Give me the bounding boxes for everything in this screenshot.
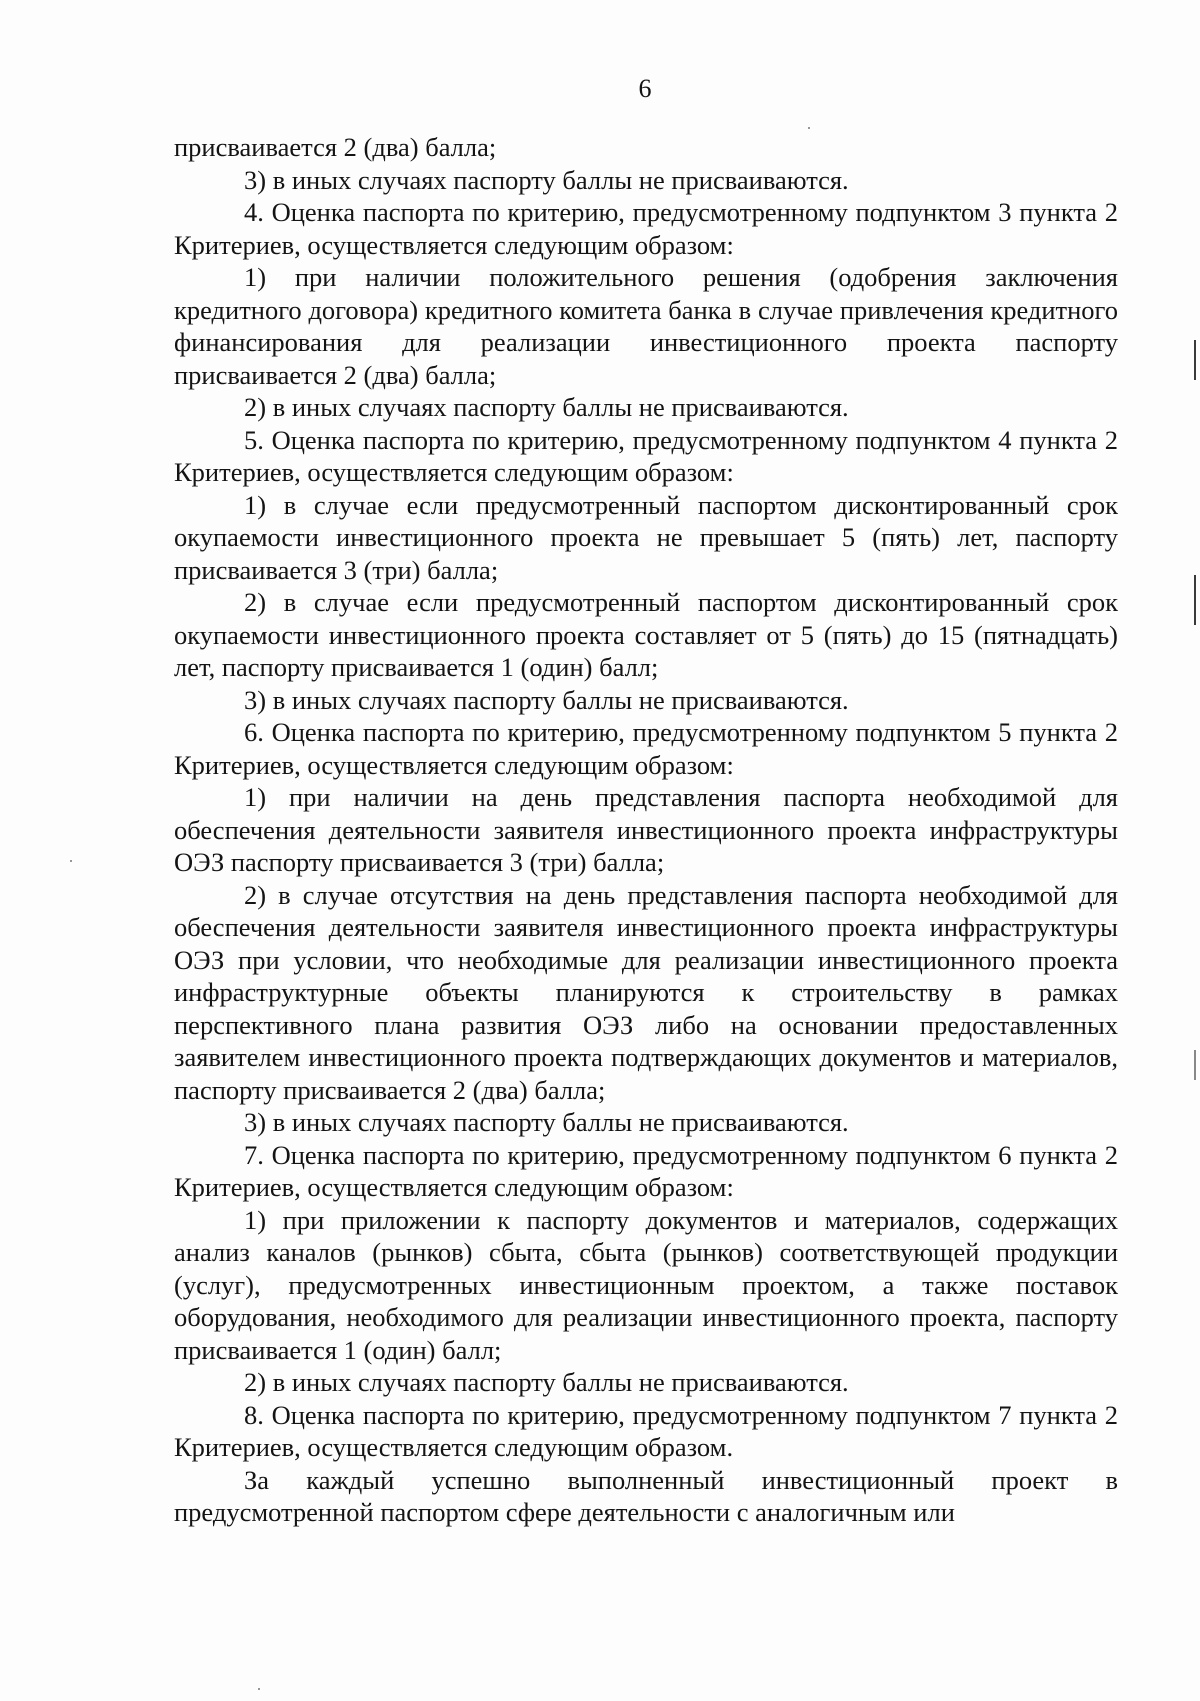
- scan-speck: [808, 127, 810, 129]
- scan-edge-mark: [1194, 575, 1196, 625]
- paragraph: 2) в иных случаях паспорту баллы не присваиваются.: [244, 1367, 849, 1397]
- paragraph: 8. Оценка паспорта по критерию, предусмотренному подпунктом 7 пункта 2 Критериев, осуществляется следующим образом.: [174, 1399, 1118, 1462]
- scan-speck: [70, 860, 72, 862]
- paragraph: 6. Оценка паспорта по критерию, предусмотренному подпунктом 5 пункта 2 Критериев, осуществляется следующим образом:: [174, 717, 1118, 780]
- paragraph: 3) в иных случаях паспорту баллы не присваиваются.: [244, 164, 849, 195]
- document-body: [174, 131, 1118, 1529]
- page-number: 6: [638, 74, 652, 103]
- paragraph: 5. Оценка паспорта по критерию, предусмотренному подпунктом 4 пункта 2 Критериев, осуществляется следующим образом:: [174, 424, 1118, 487]
- paragraph: 1) в случае если предусмотренный паспортом дисконтированный срок окупаемости инвестиционного проекта не превышает 5 (пять) лет, паспорту присваивается 3 (три) балла;: [174, 489, 1118, 585]
- scan-edge-mark: [1194, 340, 1196, 380]
- paragraph: За каждый успешно выполненный инвестиционный проект в предусмотренной паспортом сфере деятельности с аналогичным или: [174, 1464, 1118, 1527]
- scan-speck: [258, 1688, 260, 1690]
- paragraph: 2) в иных случаях паспорту баллы не присваиваются.: [244, 392, 849, 422]
- paragraph: 1) при приложении к паспорту документов и материалов, содержащих анализ каналов (рынков) сбыта, сбыта (рынков) соответствующей продукции (услуг), предусмотренных инвестиционным проектом, а также поставок оборудования, необходимого для реализации инвестиционного проекта, паспорту присваивается 1 (один) балл;: [174, 1204, 1118, 1365]
- paragraph: 4. Оценка паспорта по критерию, предусмотренному подпунктом 3 пункта 2 Критериев, осуществляется следующим образом:: [174, 197, 1118, 260]
- paragraph: 1) при наличии положительного решения (одобрения заключения кредитного договора) кредитного комитета банка в случае привлечения кредитного финансирования для реализации инвестиционного проекта паспорту присваивается 2 (два) балла;: [174, 262, 1118, 390]
- paragraph: 3) в иных случаях паспорту баллы не присваиваются.: [244, 684, 849, 715]
- paragraph: 2) в случае отсутствия на день представления паспорта необходимой для обеспечения деятельности заявителя инвестиционного проекта инфраструктуры ОЭЗ при условии, что необходимые для реализации инвестиционного проекта инфраструктурные объекты планируются к строительству в рамках перспективного плана развития ОЭЗ либо на основании предоставленных заявителем инвестиционного проекта подтверждающих документов и материалов, паспорту присваивается 2 (два) балла;: [174, 879, 1118, 1105]
- scan-edge-mark: [1194, 1050, 1196, 1080]
- paragraph: присваивается 2 (два) балла;: [174, 132, 497, 162]
- paragraph: 7. Оценка паспорта по критерию, предусмотренному подпунктом 6 пункта 2 Критериев, осуществляется следующим образом:: [174, 1139, 1118, 1202]
- paragraph: 2) в случае если предусмотренный паспортом дисконтированный срок окупаемости инвестиционного проекта составляет от 5 (пять) до 15 (пятнадцать) лет, паспорту присваивается 1 (один) балл;: [174, 587, 1118, 682]
- paragraph: 3) в иных случаях паспорту баллы не присваиваются.: [244, 1107, 849, 1137]
- paragraph: 1) при наличии на день представления паспорта необходимой для обеспечения деятельности заявителя инвестиционного проекта инфраструктуры ОЭЗ паспорту присваивается 3 (три) балла;: [174, 782, 1118, 877]
